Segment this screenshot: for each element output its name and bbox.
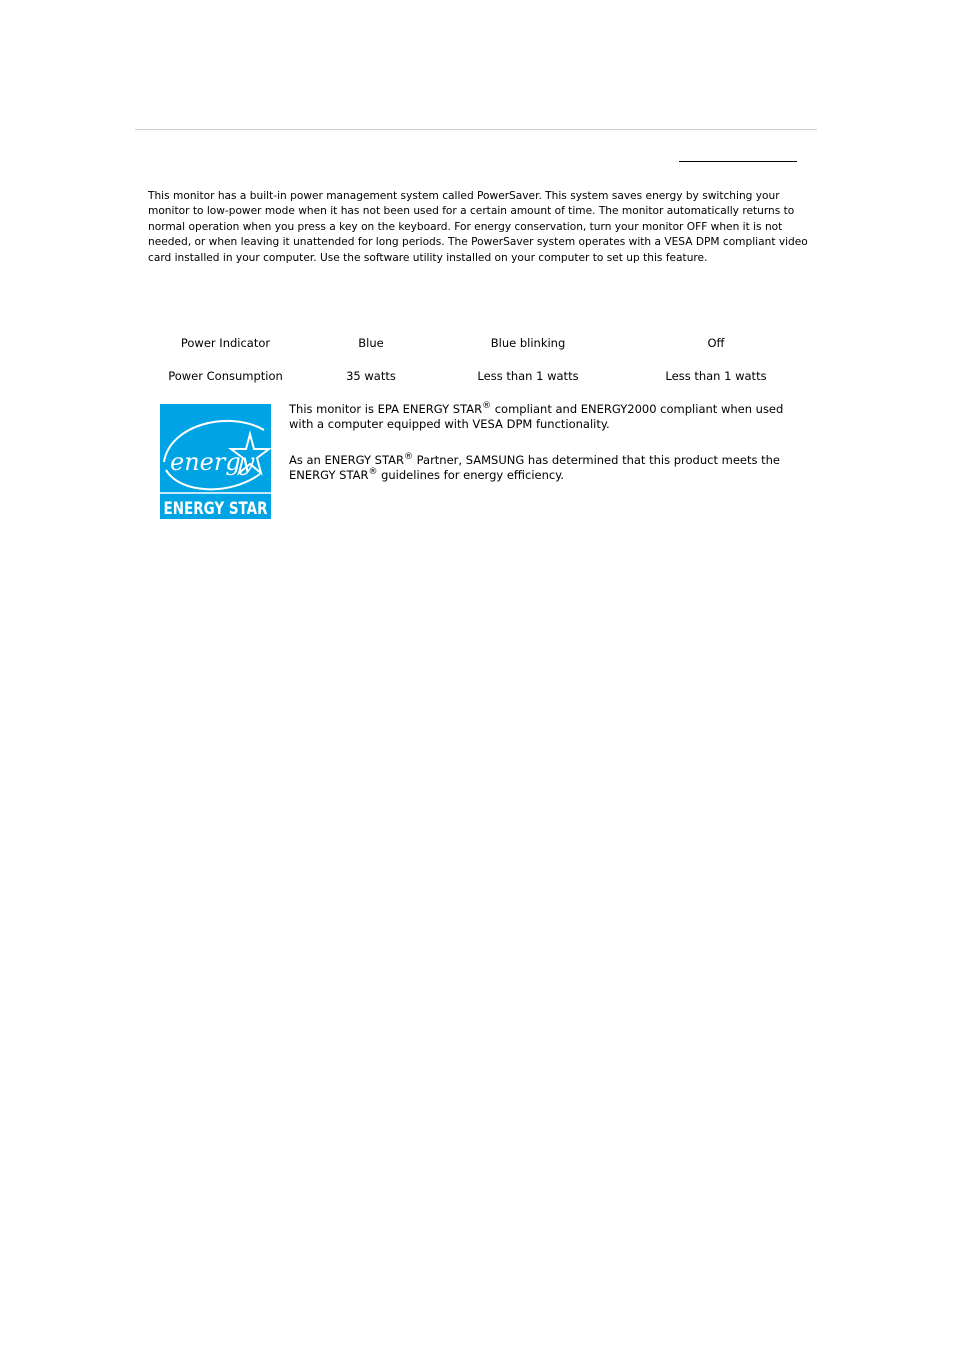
top-divider [135,129,817,130]
table-cell: Less than 1 watts [665,369,767,383]
logo-label: ENERGY STAR [163,499,268,518]
table-cell: Less than 1 watts [477,369,579,383]
header-underline [679,161,797,162]
table-cell: Blue blinking [490,336,566,350]
table-row [148,366,815,386]
energy-star-text [289,402,809,504]
table-cell: Blue [358,336,384,350]
table-row [148,333,815,353]
table-cell: Power Indicator [180,336,271,350]
energy-star-paragraph: This monitor is EPA ENERGY STAR® compliant and ENERGY2000 compliant when used with a computer equipped with VESA DPM functionality. [289,401,784,431]
table-cell: Power Consumption [168,369,283,383]
power-table [148,333,815,386]
table-cell: 35 watts [346,369,396,383]
powersaver-description: This monitor has a built-in power management system called PowerSaver. This system saves energy by switching your monitor to low-power mode when it has not been used for a certain amount of time. The monitor automatically returns to normal operation when you press a key on the keyboard. For energy conservation, turn your monitor OFF when it is not needed, or when leaving it unattended for long periods. The PowerSaver system operates with a VESA DPM compliant video card installed in your computer. Use the software utility installed on your computer to set up this feature. [148,190,808,264]
energy-star-paragraph: As an ENERGY STAR® Partner, SAMSUNG has determined that this product meets the ENERGY STAR® guidelines for energy efficiency. [289,452,781,482]
logo-script: energy [170,448,255,476]
energy-star-logo [160,404,271,519]
table-cell: Off [707,336,725,350]
